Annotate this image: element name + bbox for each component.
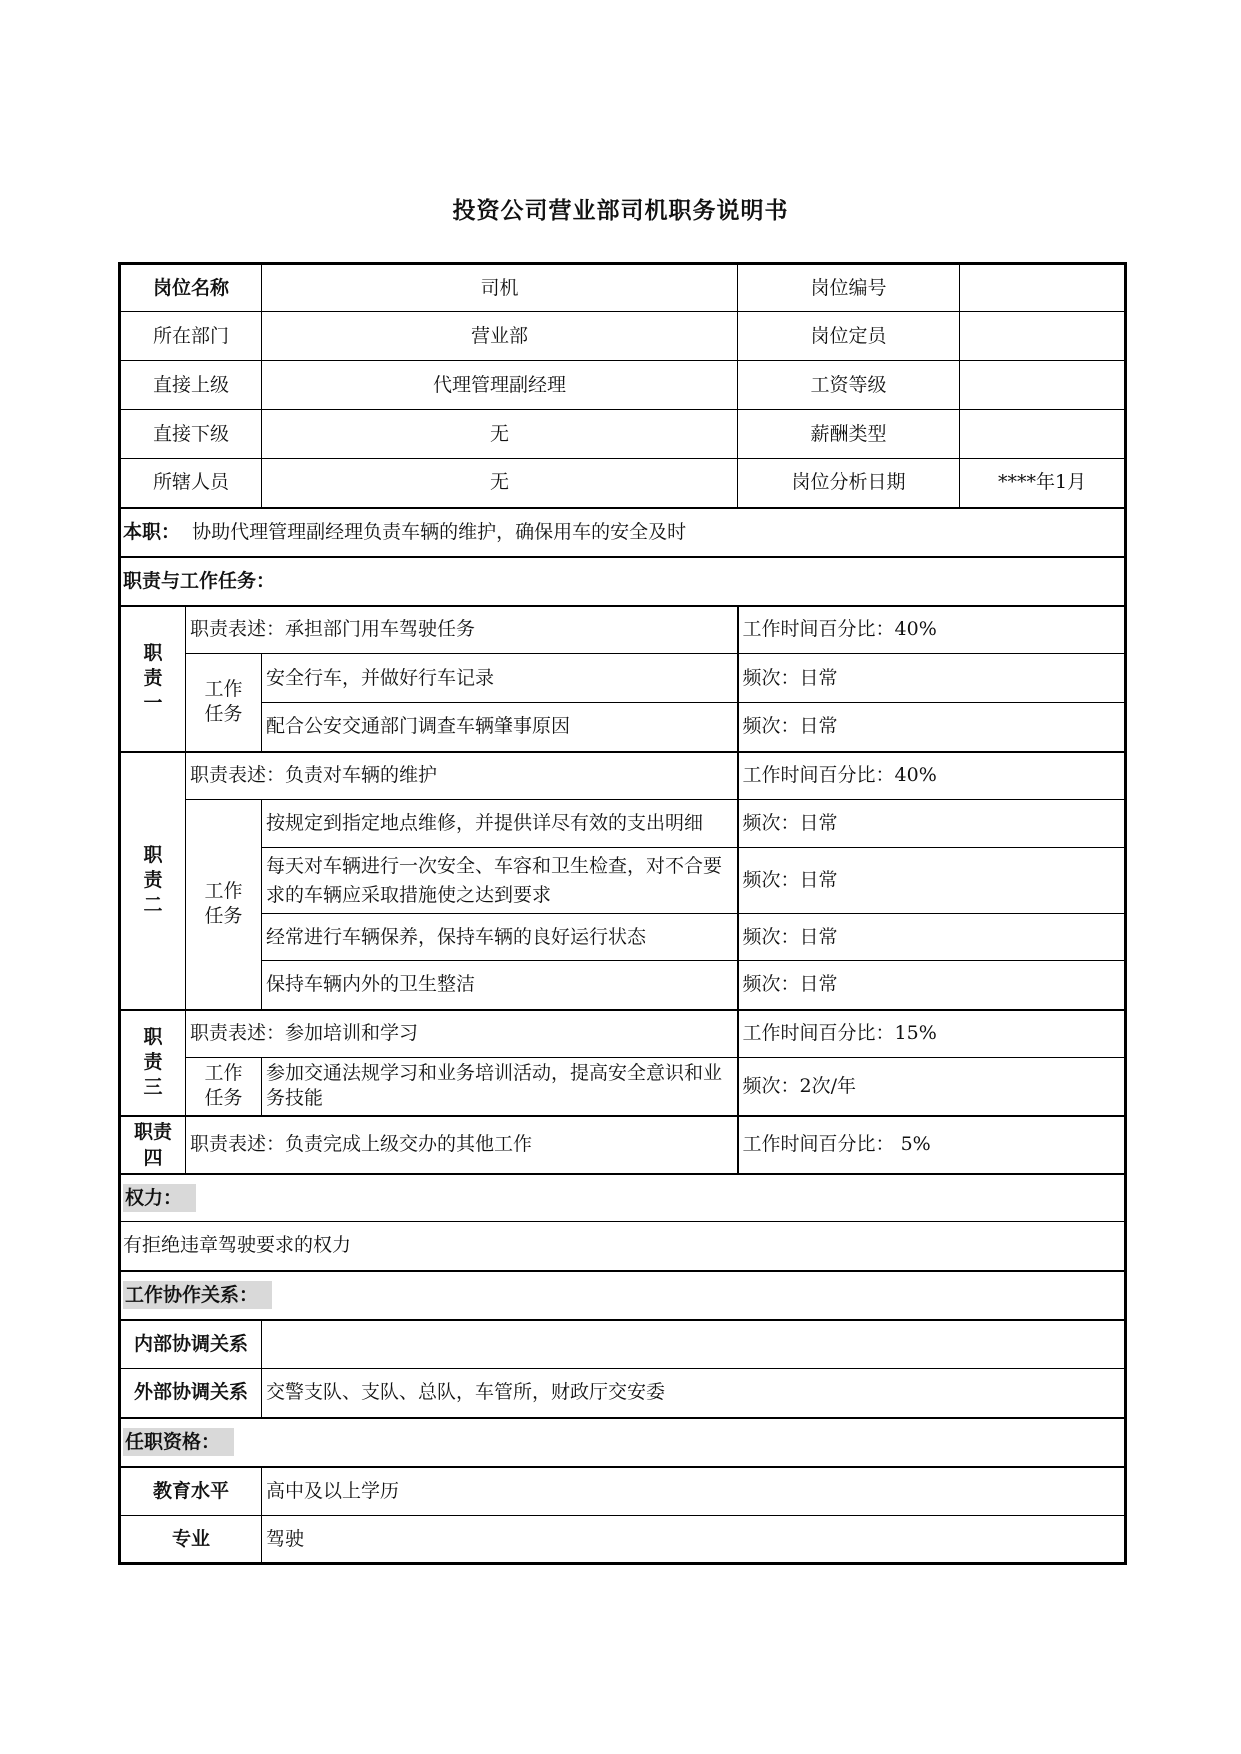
duty-4-desc: 职责表述：负责完成上级交办的其他工作 xyxy=(186,1116,738,1174)
relations-header: 工作协作关系： xyxy=(123,1281,272,1309)
duty-3-freq-0: 频次：2次/年 xyxy=(738,1058,1126,1116)
job-description-table xyxy=(118,262,1127,1565)
duty-2-desc: 职责表述：负责对车辆的维护 xyxy=(186,752,738,800)
duty-4-pct: 工作时间百分比： 5% xyxy=(738,1116,1126,1174)
duty-1-name: 职 责 一 xyxy=(120,606,186,752)
duty-1-task-row-1 xyxy=(120,703,1126,752)
duty-2-task-row-2 xyxy=(120,914,1126,961)
duty-3-desc: 职责表述：参加培训和学习 xyxy=(186,1010,738,1058)
education-row xyxy=(120,1467,1126,1516)
duty-2-task-2: 经常进行车辆保养，保持车辆的良好运行状态 xyxy=(262,914,738,961)
duty-3-name: 职 责 三 xyxy=(120,1010,186,1116)
duty-1-pct: 工作时间百分比：40% xyxy=(738,606,1126,654)
duty-1-desc-row xyxy=(120,606,1126,654)
duty-2-task-row-3 xyxy=(120,961,1126,1010)
duty-2-pct: 工作时间百分比：40% xyxy=(738,752,1126,800)
duty-2-task-row-1 xyxy=(120,848,1126,914)
external-relations-value: 交警支队、支队、总队，车管所，财政厅交安委 xyxy=(262,1369,1126,1418)
subordinate-value: 无 xyxy=(262,410,738,459)
duty-1-task-0: 安全行车，并做好行车记录 xyxy=(262,654,738,703)
internal-relations-value xyxy=(262,1320,1126,1369)
subordinate-label: 直接下级 xyxy=(120,410,262,459)
salary-grade-value xyxy=(960,361,1126,410)
pay-type-value xyxy=(960,410,1126,459)
staff-label: 所辖人员 xyxy=(120,459,262,508)
mission-text: 协助代理管理副经理负责车辆的维护，确保用车的安全及时 xyxy=(192,520,687,543)
position-name-value: 司机 xyxy=(262,264,738,312)
duty-2-name: 职 责 二 xyxy=(120,752,186,1010)
authority-header: 权力： xyxy=(123,1184,196,1212)
basic-row-1 xyxy=(120,312,1126,361)
page-title: 投资公司营业部司机职务说明书 xyxy=(452,198,789,224)
duty-2-task-row-0 xyxy=(120,800,1126,848)
duty-3-pct: 工作时间百分比：15% xyxy=(738,1010,1126,1058)
duties-header-row xyxy=(120,557,1126,606)
duty-2-freq-3: 频次：日常 xyxy=(738,961,1126,1010)
duties-header: 职责与工作任务： xyxy=(123,569,276,592)
basic-row-3 xyxy=(120,410,1126,459)
duty-2-task-label: 工作 任务 xyxy=(186,800,262,1010)
duty-1-freq-0: 频次：日常 xyxy=(738,654,1126,703)
duty-1-desc: 职责表述：承担部门用车驾驶任务 xyxy=(186,606,738,654)
internal-relations-row xyxy=(120,1320,1126,1369)
duty-4-name: 职责 四 xyxy=(120,1116,186,1174)
duty-2-freq-1: 频次：日常 xyxy=(738,848,1126,914)
duty-2-task-3: 保持车辆内外的卫生整洁 xyxy=(262,961,738,1010)
duty-2-task-1: 每天对车辆进行一次安全、车容和卫生检查，对不合要求的车辆应采取措施使之达到要求 xyxy=(262,848,738,914)
mission-row xyxy=(120,508,1126,557)
duty-4-row xyxy=(120,1116,1126,1174)
staff-value: 无 xyxy=(262,459,738,508)
analysis-date-label: 岗位分析日期 xyxy=(738,459,960,508)
position-name-label: 岗位名称 xyxy=(120,264,262,312)
authority-header-row xyxy=(120,1174,1126,1222)
position-code-label: 岗位编号 xyxy=(738,264,960,312)
department-value: 营业部 xyxy=(262,312,738,361)
external-relations-label: 外部协调关系 xyxy=(120,1369,262,1418)
major-row xyxy=(120,1516,1126,1564)
mission-label: 本职： xyxy=(123,520,181,543)
headcount-label: 岗位定员 xyxy=(738,312,960,361)
internal-relations-label: 内部协调关系 xyxy=(120,1320,262,1369)
authority-text: 有拒绝违章驾驶要求的权力 xyxy=(120,1222,1126,1271)
qualifications-header-row xyxy=(120,1418,1126,1467)
qualifications-header: 任职资格： xyxy=(123,1428,234,1456)
education-value: 高中及以上学历 xyxy=(262,1467,1126,1516)
duty-3-desc-row xyxy=(120,1010,1126,1058)
relations-header-row xyxy=(120,1271,1126,1320)
basic-row-4 xyxy=(120,459,1126,508)
duty-3-task-label: 工作 任务 xyxy=(186,1058,262,1116)
basic-row-0 xyxy=(120,264,1126,312)
headcount-value xyxy=(960,312,1126,361)
salary-grade-label: 工资等级 xyxy=(738,361,960,410)
duty-2-freq-2: 频次：日常 xyxy=(738,914,1126,961)
duty-2-desc-row xyxy=(120,752,1126,800)
major-value: 驾驶 xyxy=(262,1516,1126,1564)
superior-value: 代理管理副经理 xyxy=(262,361,738,410)
basic-row-2 xyxy=(120,361,1126,410)
analysis-date-value: ****年1月 xyxy=(960,459,1126,508)
mission-cell xyxy=(120,508,1126,557)
authority-row xyxy=(120,1222,1126,1271)
superior-label: 直接上级 xyxy=(120,361,262,410)
duty-1-freq-1: 频次：日常 xyxy=(738,703,1126,752)
duty-1-task-label: 工作 任务 xyxy=(186,654,262,752)
department-label: 所在部门 xyxy=(120,312,262,361)
duty-2-task-0: 按规定到指定地点维修，并提供详尽有效的支出明细 xyxy=(262,800,738,848)
duty-3-task-row-0 xyxy=(120,1058,1126,1116)
education-label: 教育水平 xyxy=(120,1467,262,1516)
duty-1-task-1: 配合公安交通部门调查车辆肇事原因 xyxy=(262,703,738,752)
duty-1-task-row-0 xyxy=(120,654,1126,703)
duty-3-task-0: 参加交通法规学习和业务培训活动，提高安全意识和业务技能 xyxy=(262,1058,738,1116)
duty-2-freq-0: 频次：日常 xyxy=(738,800,1126,848)
pay-type-label: 薪酬类型 xyxy=(738,410,960,459)
external-relations-row xyxy=(120,1369,1126,1418)
major-label: 专业 xyxy=(120,1516,262,1564)
position-code-value xyxy=(960,264,1126,312)
